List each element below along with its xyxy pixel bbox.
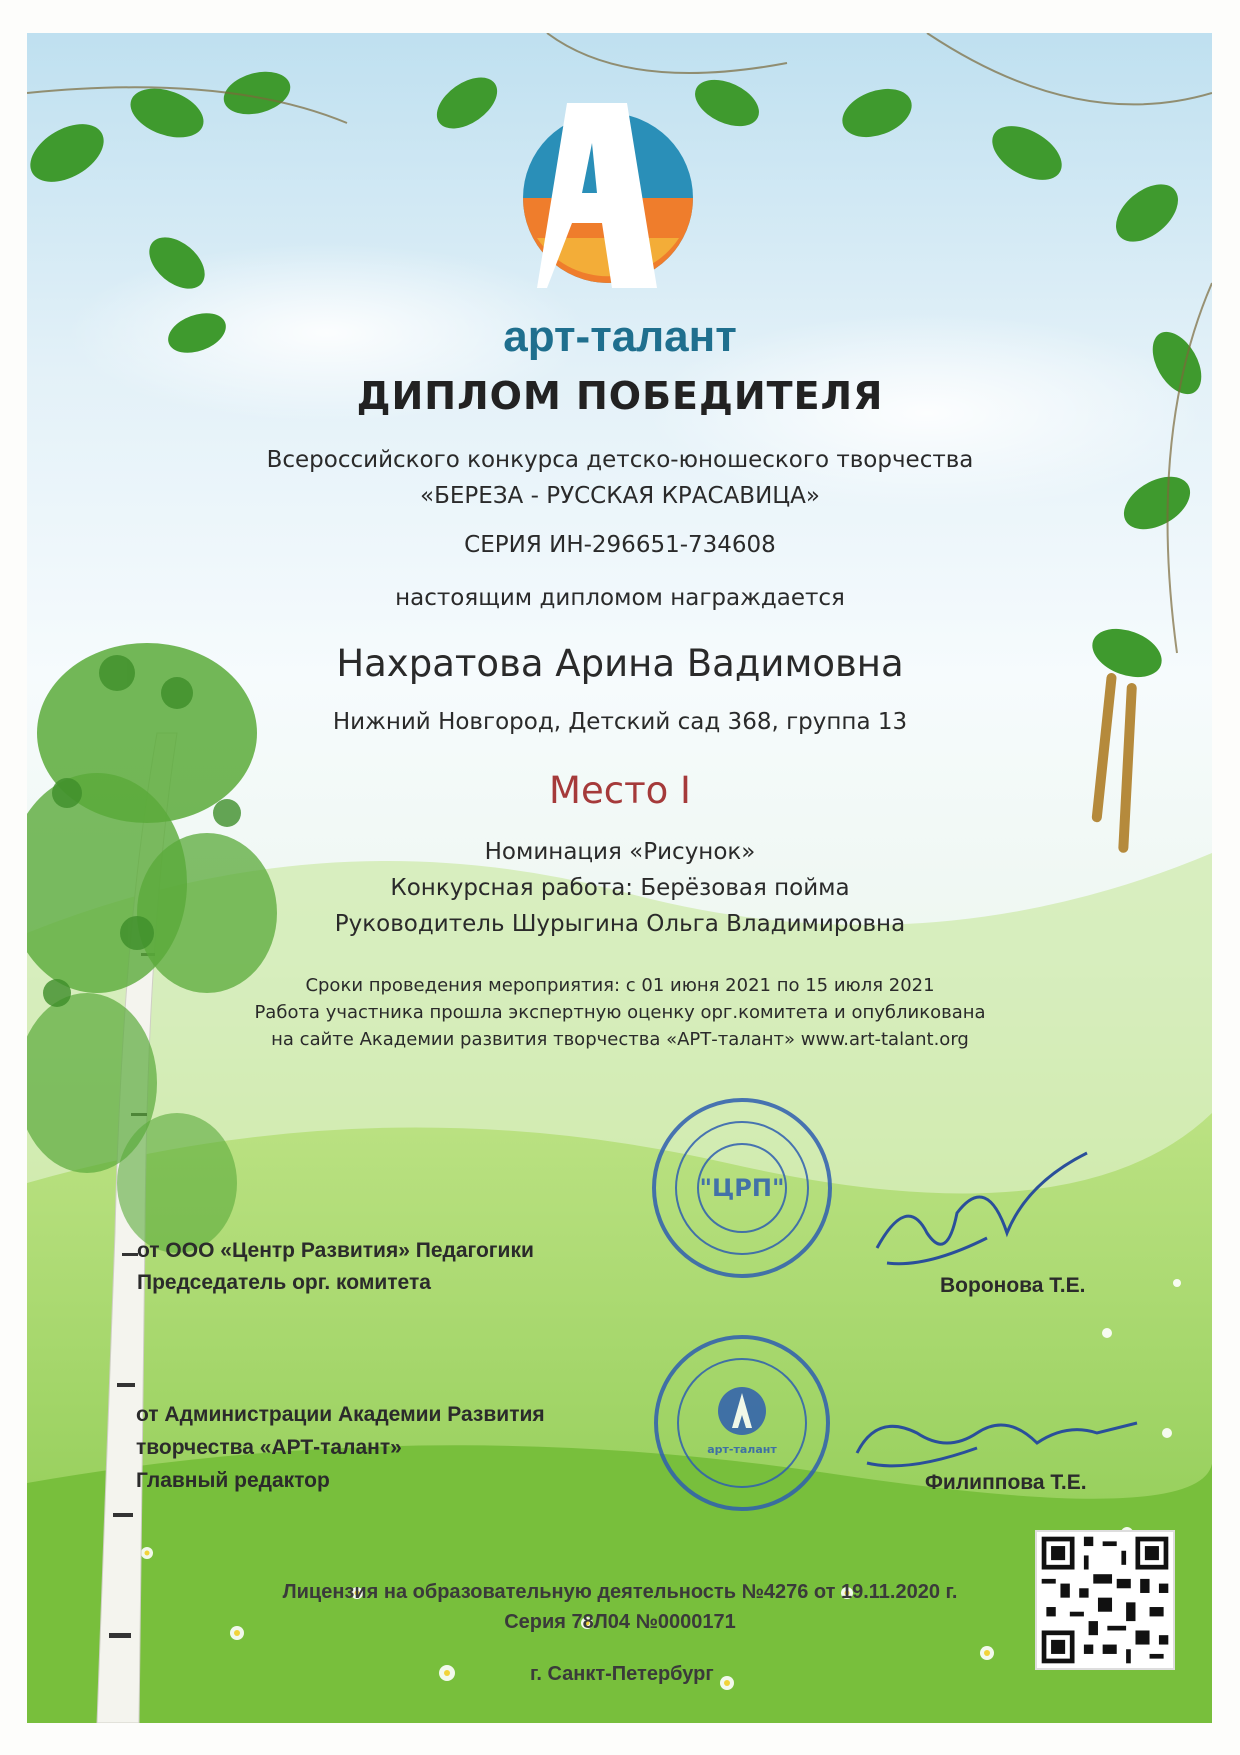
- evaluation-line-1: Работа участника прошла экспертную оценку орг.комитета и опубликована: [254, 1002, 986, 1023]
- nomination: Номинация «Рисунок»: [484, 839, 756, 865]
- contest-line-2: «БЕРЕЗА - РУССКАЯ КРАСАВИЦА»: [420, 483, 820, 509]
- org2-line-3: Главный редактор: [136, 1469, 330, 1492]
- stamp2-center-text: арт-талант: [707, 1443, 777, 1456]
- logo-emblem: [523, 103, 693, 288]
- leader-name: Руководитель Шурыгина Ольга Владимировна: [334, 911, 906, 937]
- brand-name: арт-талант: [503, 312, 737, 361]
- signer2-name: Филиппова Т.Е.: [925, 1471, 1087, 1494]
- org1-line-1: от ООО «Центр Развития» Педагогики: [137, 1239, 534, 1262]
- qr-code-pattern: [1037, 1532, 1173, 1668]
- awarded-text: настоящим дипломом награждается: [395, 585, 845, 611]
- org2-line-2: творчества «АРТ-талант»: [136, 1436, 402, 1459]
- license-line-2: Серия 78Л04 №0000171: [504, 1611, 736, 1633]
- place-award: Место I: [549, 769, 691, 812]
- license-line-1: Лицензия на образовательную деятельность №4276 от 19.11.2020 г.: [282, 1581, 958, 1603]
- contest-line-1: Всероссийского конкурса детско-юношеского творчества: [266, 447, 974, 473]
- recipient-info: Нижний Новгород, Детский сад 368, группа 13: [332, 709, 908, 735]
- signer1-name: Воронова Т.Е.: [940, 1274, 1086, 1297]
- diploma-title: ДИПЛОМ ПОБЕДИТЕЛЯ: [356, 374, 884, 418]
- contest-work: Конкурсная работа: Берёзовая пойма: [390, 875, 850, 901]
- qr-code: [1035, 1530, 1175, 1670]
- recipient-name: Нахратова Арина Вадимовна: [336, 642, 904, 685]
- stamp1-center-text: "ЦРП": [699, 1174, 785, 1202]
- org2-line-1: от Администрации Академии Развития: [136, 1403, 545, 1426]
- event-dates: Сроки проведения мероприятия: с 01 июня 2021 по 15 июля 2021: [305, 975, 935, 996]
- city-text: г. Санкт-Петербург: [530, 1663, 714, 1685]
- series-number: СЕРИЯ ИН-296651-734608: [464, 532, 776, 558]
- evaluation-line-2: на сайте Академии развития творчества «АРТ-талант» www.art-talant.org: [271, 1029, 969, 1050]
- org1-line-2: Председатель орг. комитета: [137, 1271, 431, 1294]
